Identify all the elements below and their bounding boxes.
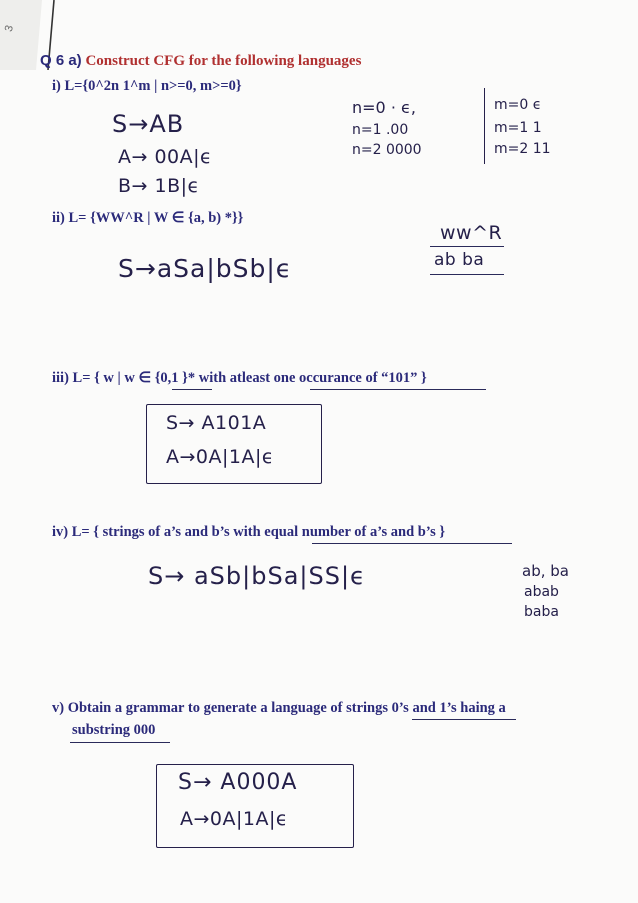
q1-rule-2: A→ 00A|ϵ [118, 146, 213, 168]
q1-note-n0: n=0 · ϵ, [352, 98, 416, 117]
question-heading [40, 52, 361, 70]
q4-example-1: ab, ba [522, 562, 569, 580]
show-through-text [150, 322, 154, 339]
q4-underline [312, 543, 512, 544]
q2-note-underline-1 [430, 246, 504, 247]
q1-note-n2: n=2 0000 [352, 142, 422, 158]
q5-label-line-2: substring 000 [72, 722, 156, 738]
q1-note-n1: n=1 .00 [352, 122, 409, 138]
q4-rule: S→ aSb|bSa|SS|ϵ [148, 562, 366, 590]
q1-label: i) L={0^2n 1^m | n>=0, m>=0} [52, 78, 242, 94]
q3-rule-2: A→0A|1A|ϵ [166, 446, 275, 468]
q2-note-underline-2 [430, 274, 504, 275]
q4-example-3: baba [524, 604, 559, 620]
q4-label: iv) L= { strings of a’s and b’s with equal number of a’s and b’s } [52, 524, 446, 540]
q2-rule: S→aSa|bSb|ϵ [118, 254, 293, 283]
q2-note-top: ww^R [440, 222, 503, 244]
q3-label: iii) L= { w | w ∈ {0,1 }* with atleast one occurance of “101” } [52, 370, 427, 386]
corner-text: 3 [2, 23, 17, 33]
question-number: Q 6 a) [40, 52, 82, 69]
q2-label: ii) L= {WW^R | W ∈ {a, b) *}} [52, 210, 244, 226]
q1-note-m2: m=2 11 [494, 141, 551, 157]
q5-rule-1: S→ A000A [178, 770, 298, 795]
q1-rule-1: S→AB [112, 110, 185, 138]
q3-underline-set [172, 389, 212, 390]
q1-note-m0: m=0 ϵ [494, 97, 542, 113]
q2-note-bottom: ab ba [434, 250, 485, 270]
q5-label-line-1: v) Obtain a grammar to generate a language of strings 0’s and 1’s haing a [52, 700, 506, 716]
q5-underline-substring [70, 742, 170, 743]
q3-rule-1: S→ A101A [166, 412, 267, 434]
q4-example-2: abab [524, 584, 559, 600]
q5-underline-strings [412, 719, 516, 720]
q1-rule-3: B→ 1B|ϵ [118, 175, 200, 197]
q1-divider [484, 88, 485, 164]
question-title: Construct CFG for the following languages [85, 53, 362, 69]
q1-note-m1: m=1 1 [494, 120, 542, 136]
q5-rule-2: A→0A|1A|ϵ [180, 808, 289, 830]
q3-underline-occurrence [310, 389, 486, 390]
